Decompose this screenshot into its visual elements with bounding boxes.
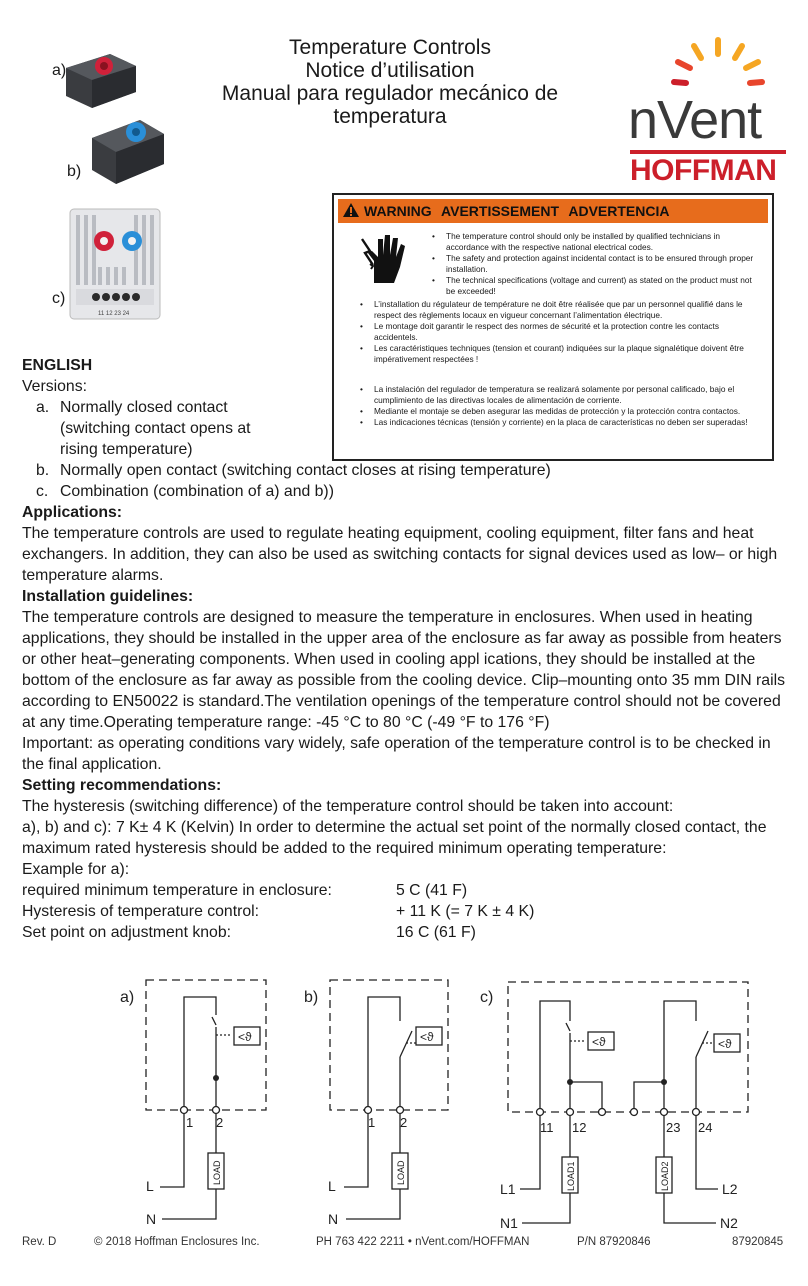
logo-sub: HOFFMAN	[630, 150, 786, 186]
diagram-b-sensor: <ϑ	[420, 1030, 434, 1044]
line-1-label: L1	[500, 1181, 516, 1197]
warning-es-item: • La instalación del regulador de temperatura se realizará solamente por personal calificado, bajo el cumplimiento de las directivas locales de alimentación de corriente.	[374, 384, 764, 406]
english-section	[22, 355, 792, 943]
example-value: + 11 K (= 7 K ± 4 K)	[396, 903, 535, 920]
version-number: a.	[36, 399, 50, 416]
load-label: LOAD	[212, 1160, 222, 1185]
installation-text: The temperature controls are designed to measure the temperature in enclosures. When used in heating applications, they should be installed in the upper area of the enclosure as far away as possible from heaters or other heat–generating components. When used in cooling appl ications, they should be installed at the bottom of the enclosure as far away as possible from the cooling device. Clip–mounting onto 35 mm DIN rails according to EN50022 is standard.The ventilation openings of the temperature control should not be covered at any time.Operating temperature range: -45 °C to 80 °C (-49 °F to 176 °F)	[22, 609, 786, 731]
electric-shock-hand-icon	[358, 231, 412, 287]
logo-rays-icon	[668, 32, 768, 94]
product-b-label: b)	[67, 163, 82, 180]
warning-es-item: • Las indicaciones técnicas (tensión y corriente) en la placa de características no deben ser superadas!	[374, 417, 764, 428]
neutral-2-label: N2	[720, 1215, 738, 1231]
neutral-1-label: N1	[500, 1215, 518, 1231]
versions-label: Versions:	[22, 378, 87, 395]
versions-list	[22, 397, 792, 502]
applications-heading: Applications:	[22, 504, 123, 521]
diagram-c-label: c)	[480, 989, 494, 1006]
warning-fr-item: • Le montage doit garantir le respect des normes de sécurité et la protection contre les contacts accidentels.	[374, 321, 764, 343]
product-c-label: c)	[52, 290, 66, 307]
terminal-1-label: 1	[186, 1115, 194, 1130]
version-number: c.	[36, 483, 49, 500]
version-a-line2: (switching contact opens at	[60, 420, 251, 437]
version-a-line1: Normally closed contact	[60, 399, 228, 416]
title-line-2: Notice d’utilisation	[305, 59, 475, 82]
diagram-a-label: a)	[120, 989, 135, 1006]
diagram-c-sensor-2: <ϑ	[718, 1037, 732, 1051]
product-b-image	[86, 108, 168, 190]
diagram-a-sensor: <ϑ	[238, 1030, 252, 1044]
terminal-2-label: 2	[400, 1115, 408, 1130]
neutral-label: N	[146, 1211, 157, 1227]
installation-heading: Installation guidelines:	[22, 588, 194, 605]
warning-list-en	[446, 231, 762, 297]
footer-contact: PH 763 422 2211 • nVent.com/HOFFMAN	[316, 1236, 530, 1248]
example-key: Set point on adjustment knob:	[22, 924, 232, 941]
title-line-3: Manual para regulador mecánico de	[221, 82, 559, 105]
load-label: LOAD	[396, 1160, 406, 1185]
english-heading: ENGLISH	[22, 357, 93, 374]
warning-fr-item: • L’installation du régulateur de température ne doit être réalisée que par un personnel qualifié dans le respect des règlements locaux en vigueur concernant l’alimentation électrique.	[374, 299, 764, 321]
product-c-terminals: 11 12 23 24	[98, 311, 130, 317]
nvent-hoffman-logo	[628, 32, 788, 187]
important-text: Important: as operating conditions vary widely, safe operation of the temperature control is to be checked in the final application.	[22, 735, 771, 773]
warning-en-item: • The safety and protection against incidental contact is to be ensured through proper installation.	[446, 253, 762, 275]
version-item-c	[22, 481, 792, 502]
version-item-b	[22, 460, 792, 481]
diagram-b-label: b)	[304, 989, 319, 1006]
example-key: required minimum temperature in enclosure:	[22, 882, 332, 899]
warning-en-item: • The temperature control should only be installed by qualified technicians in accordance with the respective national electrical codes.	[446, 231, 762, 253]
setting-text-2: a), b) and c): 7 K± 4 K (Kelvin) In order to determine the actual set point of the normally closed contact, the maximum rated hysteresis should be added to the required minimum operating temperature:	[22, 819, 767, 857]
terminal-1-label: 1	[368, 1115, 376, 1130]
line-label: L	[328, 1178, 336, 1194]
document-title	[190, 36, 590, 128]
version-a-line3: rising temperature)	[60, 441, 193, 458]
example-row	[22, 901, 792, 922]
warning-fr-item: • Les caractéristiques techniques (tension et courant) indiquées sur la plaque signalétique doivent être impérativement respectées !	[374, 343, 764, 365]
version-item-a	[22, 397, 792, 460]
setting-text-1: The hysteresis (switching difference) of the temperature control should be taken into account:	[22, 798, 674, 815]
title-line-1: Temperature Controls	[289, 36, 491, 59]
warning-triangle-icon	[342, 202, 360, 218]
applications-text: The temperature controls are used to regulate heating equipment, cooling equipment, filter fans and heat exchangers. In addition, they can also be used as switching contacts for signal devices used as low– or high temperature alarms.	[22, 525, 778, 584]
warning-header-text: WARNING AVERTISSEMENT ADVERTENCIA	[364, 203, 670, 219]
version-b-text: Normally open contact (switching contact closes at rising temperature)	[60, 462, 551, 479]
footer-code: 87920845	[732, 1236, 784, 1248]
version-c-text: Combination (combination of a) and b))	[60, 483, 334, 500]
terminal-24-label: 24	[698, 1120, 713, 1135]
neutral-label: N	[328, 1211, 339, 1227]
diagram-a	[120, 980, 266, 1227]
terminal-23-label: 23	[666, 1120, 681, 1135]
terminal-11-label: 11	[540, 1120, 554, 1135]
diagram-b	[304, 980, 448, 1227]
footer-part-number: P/N 87920846	[577, 1236, 651, 1248]
footer-copyright: © 2018 Hoffman Enclosures Inc.	[94, 1236, 260, 1248]
product-a-image	[60, 50, 140, 112]
example-key: Hysteresis of temperature control:	[22, 903, 260, 920]
terminal-2-label: 2	[216, 1115, 224, 1130]
warning-es-item: • Mediante el montaje se deben asegurar las medidas de protección y la protección contra contactos.	[374, 406, 764, 417]
setting-heading: Setting recommendations:	[22, 777, 222, 794]
product-a-label: a)	[52, 62, 67, 79]
warning-en-item: • The technical specifications (voltage and current) as stated on the product must not be exceeded!	[446, 275, 762, 297]
diagram-c-sensor-1: <ϑ	[592, 1035, 606, 1049]
example-row	[22, 880, 792, 901]
warning-header	[338, 199, 768, 223]
product-c-image	[68, 205, 164, 323]
title-line-4: temperatura	[333, 105, 447, 128]
load-2-label: LOAD2	[660, 1161, 670, 1191]
version-number: b.	[36, 462, 50, 479]
example-value: 5 C (41 F)	[396, 882, 468, 899]
terminal-12-label: 12	[572, 1120, 587, 1135]
diagram-c	[480, 982, 748, 1231]
footer-rev: Rev. D	[22, 1236, 57, 1248]
example-row	[22, 922, 792, 943]
load-1-label: LOAD1	[566, 1161, 576, 1191]
example-label: Example for a):	[22, 861, 130, 878]
wiring-diagrams	[0, 975, 808, 1235]
example-value: 16 C (61 F)	[396, 924, 476, 941]
line-label: L	[146, 1178, 154, 1194]
line-2-label: L2	[722, 1181, 738, 1197]
logo-brand: nVent	[628, 90, 762, 150]
